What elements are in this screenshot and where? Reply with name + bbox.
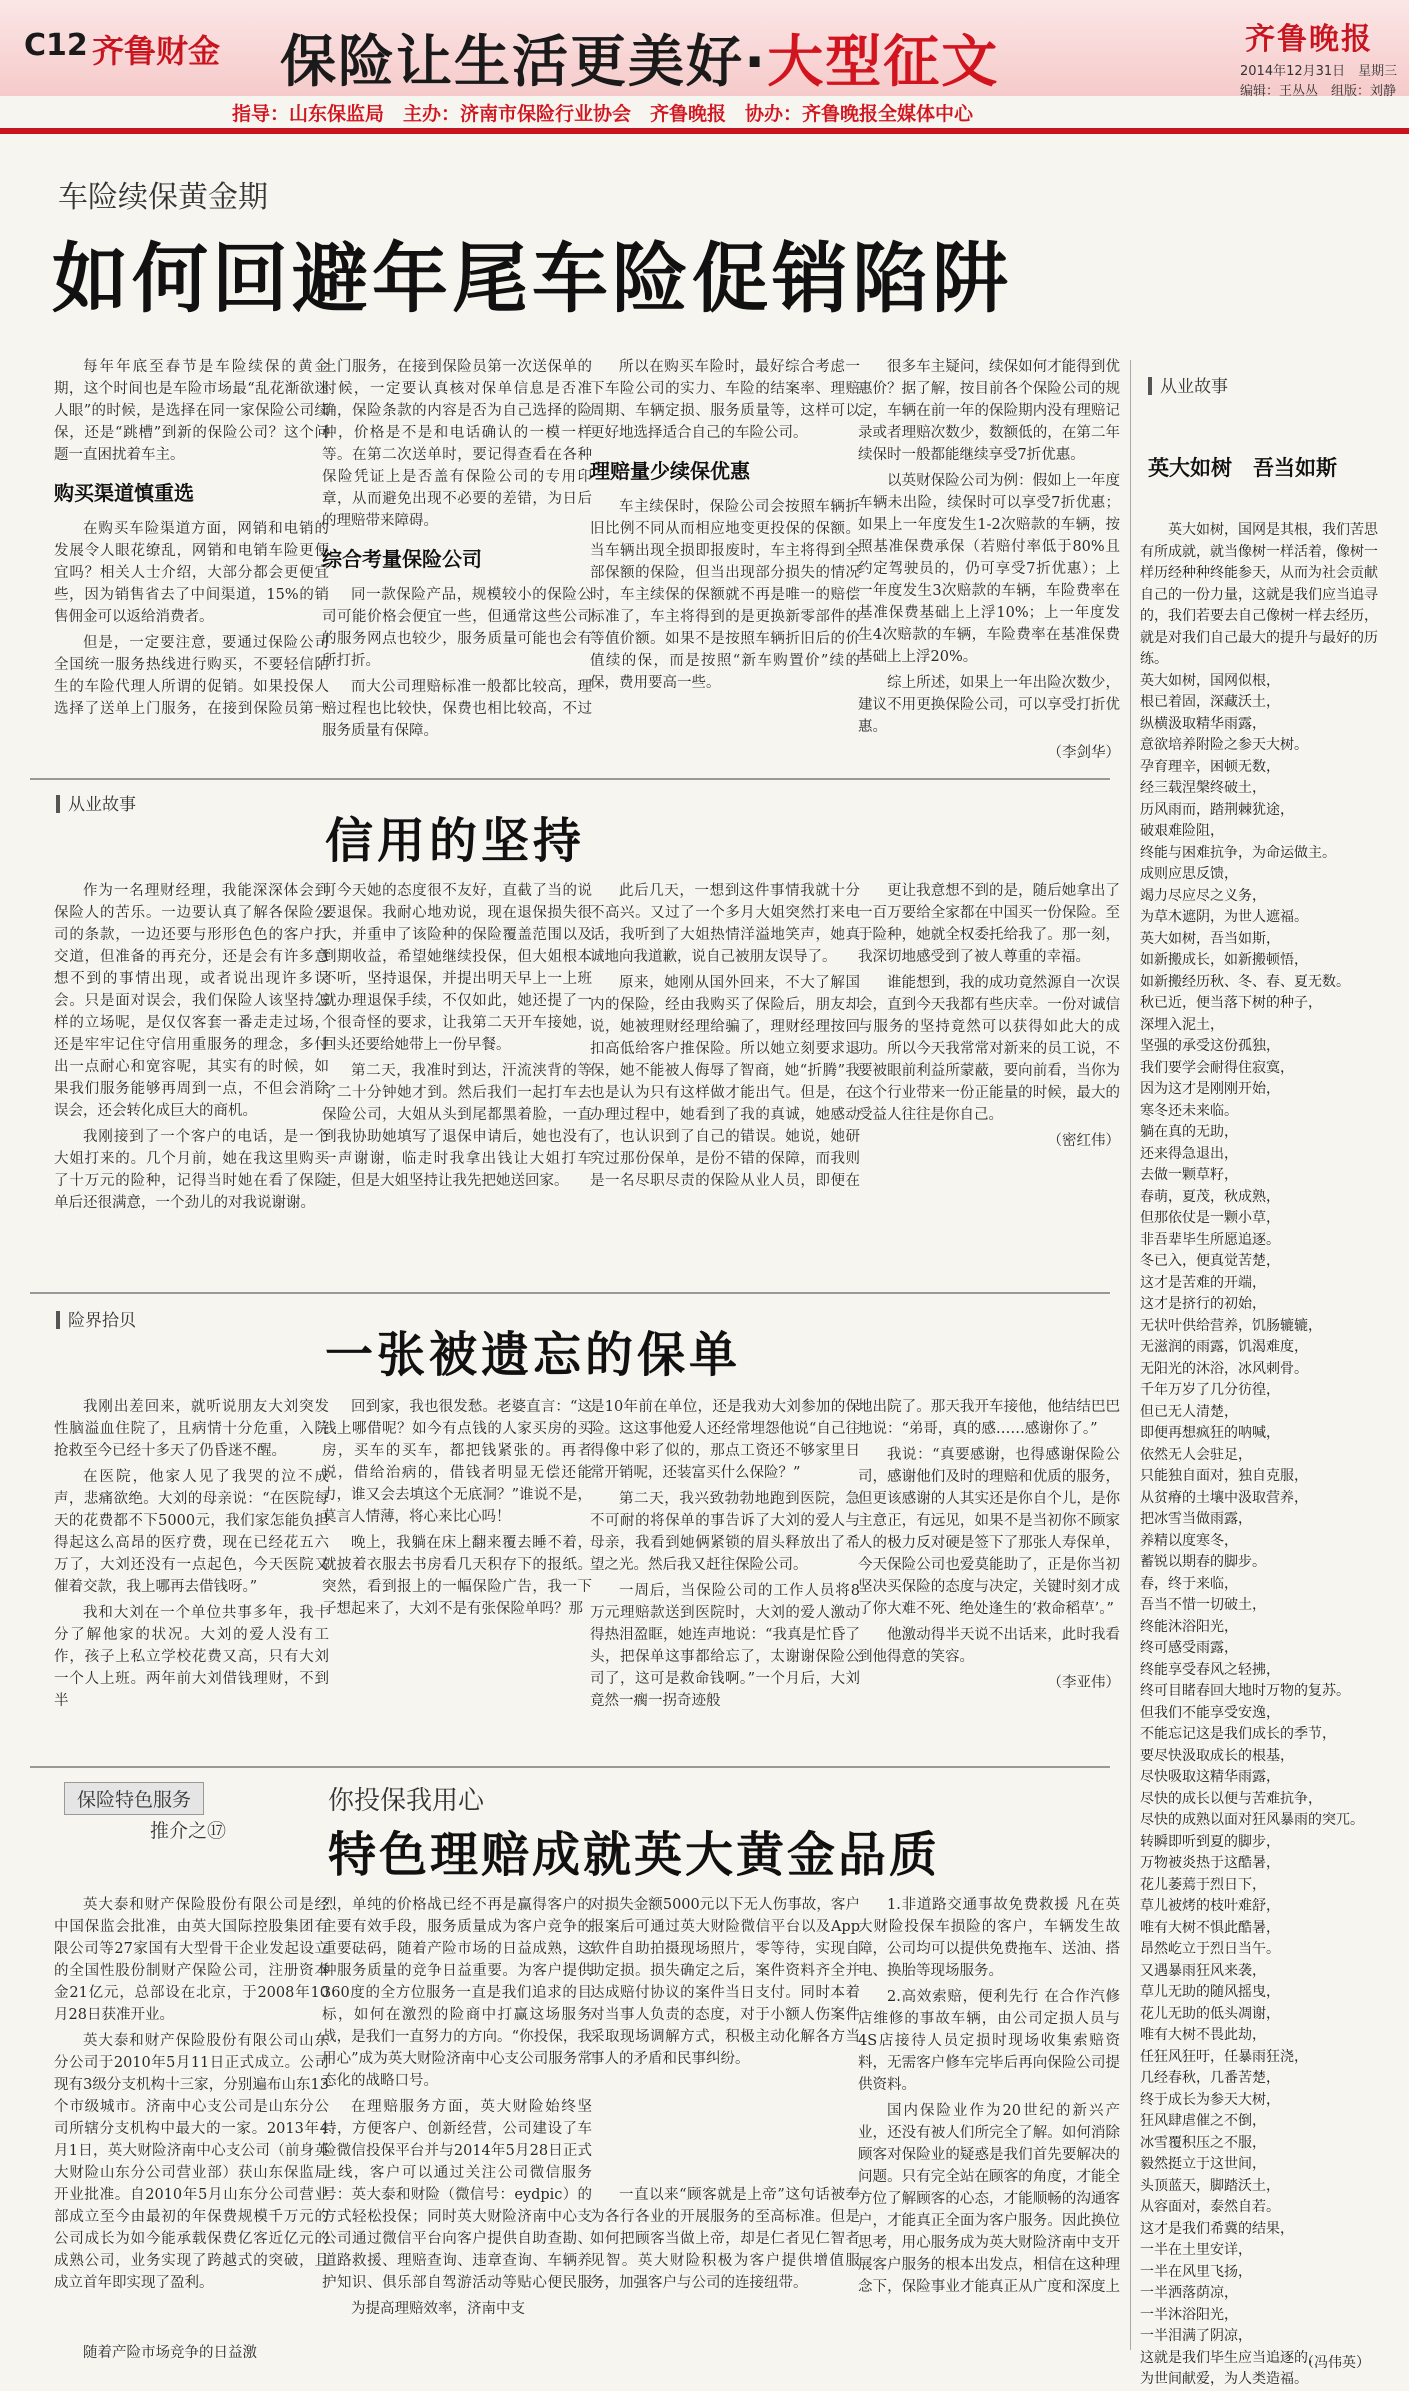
poem-line: 这才是挤行的初始，: [1140, 1296, 1266, 1312]
sponsor-line: 指导：山东保监局 主办：济南市保险行业协会 齐鲁晚报 协办：齐鲁晚报全媒体中心: [232, 103, 974, 125]
poem-line: 英大如树，国网似根，: [1140, 672, 1280, 689]
story3-col2: [322, 1396, 592, 1734]
issue-date: 2014年12月31日 星期三: [1240, 64, 1398, 79]
sidebar-title: 英大如树 吾当如斯: [1148, 456, 1337, 480]
poem-line: 一半在土里安详，: [1140, 2242, 1252, 2258]
paragraph: 英大泰和财产保险股份有限公司是经中国保监会批准，由英大国际控股集团有限公司等27家国有大型骨干企业发起设立的全国性股份制财产保险公司，注册资本金21亿元，总部设在北京，于2008年10月28日获准开业。: [54, 1897, 329, 2023]
story3-tag: 险界拾贝: [56, 1306, 136, 1331]
paragraph: 他激动得半天说不出话来，此时我看到他得意的笑容。: [858, 1627, 1120, 1665]
paragraph: 作为一名理财经理，我能深深体会到保险人的苦乐。一边要认真了解各保险公司的条款，一边还要与形形色色的客户打交道，但准备的再充分，还是会有许多意想不到的事情出现，或者说出现许多误会。只是面对误会，我们保险人该坚持怎样的立场呢，是仅仅客套一番走走过场，还是牢牢记住守信用重服务的理念，多付出一点耐心和宽容呢，其实有的时候，如果我们服务能够再周到一点，不但会消除误会，还会转化成巨大的商机。: [54, 883, 329, 1119]
poem-line: 花儿萎蔫于烈日下，: [1140, 1876, 1266, 1893]
paragraph: 谁能想到，我的成功竟然源自一次误会，直到今天我都有些庆幸。一份对诚信与服务的坚持竟然可以获得如此大的成功。所以今天我常常对新来的员工说，不要被眼前利益所蒙蔽，要向前看，当你为这个行业带来一份正能量的时候，最大的受益人往往是你自己。: [858, 975, 1120, 1123]
paragraph: 是10年前在单位，还是我劝大刘参加的保险。这这事他爱人还经常埋怨他说“自己往得像中彩了似的，那点工资还不够家里日常开销呢，还装富买什么保险？”: [590, 1399, 860, 1481]
poem-line: 从容面对，泰然自若。: [1140, 2199, 1280, 2215]
paragraph: 第二天，我准时到达，汗流浃背的等了二十分钟她才到。然后我们一起打车去保险公司，大姐从头到尾都黑着脸，一直到我协助她填写了退保申请后，她也没有一声谢谢，临走时我拿出钱让大姐打车走，但是大姐坚持让我先把她送回家。: [322, 1063, 592, 1189]
story3-title: 一张被遗忘的保单: [325, 1327, 742, 1383]
poem-line: 纵横汲取精华雨露，: [1140, 715, 1266, 732]
poem-line: 如新搬经历秋、冬、春、夏无数。: [1140, 973, 1350, 990]
banner-slogan: [280, 18, 999, 98]
paragraph: 但是，一定要注意，要通过保险公司全国统一服务热线进行购买，不要轻信陌生的车险代理人所谓的促销。如果投保人选择了送单上门服务，在接到保险员第一: [54, 635, 329, 717]
paragraph: 而大公司理赔标准一般都比较高，理赔过程也比较快，保费也相比较高，不过服务质量有保障。: [322, 679, 592, 739]
poem-line: 不能忘记这是我们成长的季节，: [1140, 1726, 1336, 1742]
poem-line: 转瞬即听到夏的脚步，: [1140, 1833, 1280, 1850]
banner-slogan-b: 大型征文: [767, 30, 1000, 95]
story3-col3: [590, 1396, 860, 1760]
divider: [30, 1766, 1110, 1768]
paragraph: 第二天，我兴致勃勃地跑到医院，急不可耐的将保单的事告诉了大刘的爱人与母亲，我看到她俩紧锁的眉头释放出了希望之光。然后我又赶往保险公司。: [590, 1491, 860, 1573]
poem-line: 唯有大树不畏此劫，: [1140, 2027, 1266, 2043]
editors: 编辑：王丛丛 组版：刘静: [1240, 84, 1397, 99]
sidebar-rule: [1130, 360, 1131, 2350]
paragraph: 同一款保险产品，规模较小的保险公司可能价格会便宜一些，但通常这些公司的服务网点也较少，服务质量可能也会有所打折。: [322, 587, 592, 669]
paragraph: 2.高效索赔，便利先行 在合作汽修店维修的事故车辆，由公司定损人员与4S店接待人员定损时现场收集索赔资料，无需客户修车完毕后再向保险公司提供资料。: [858, 1989, 1120, 2093]
poem-line: 英大如树，国网是其根，我们苦思有所成就，就当像树一样活着，像树一样历经种种终能参天，从而为社会贡献自己的一份力量，这就是我们应当追寻的，我们若要去自己像树一样去经历，就是对我们自己最大的提升与最好的历练。: [1140, 522, 1378, 667]
poem-line: 一半洒落荫凉，: [1140, 2285, 1238, 2301]
paragraph: 每年年底至春节是车险续保的黄金期，这个时间也是车险市场最“乱花渐欲迷人眼”的时候，是选择在同一家保险公司续保，还是“跳槽”到新的保险公司？这个问题一直困扰着车主。: [54, 359, 329, 463]
paragraph: 我刚接到了一个客户的电话，是一个大姐打来的。几个月前，她在我这里购买了十万元的险种，记得当时她在看了保险单后还很满意，一个劲儿的对我说谢谢。: [54, 1129, 329, 1211]
poem-line: 唯有大树不惧此酷暑，: [1140, 1919, 1280, 1936]
poem-line: 要尽快汲取成长的根基，: [1140, 1747, 1294, 1764]
poem-line: 终可感受雨露，: [1140, 1640, 1238, 1656]
poem-line: 因为这才是刚刚开始，: [1140, 1081, 1280, 1097]
poem-line: 如新搬成长，如新搬顿悟，: [1140, 952, 1308, 968]
story1-subhead-3: 理赔量少续保优惠: [590, 459, 750, 483]
paragraph: 对损失金额5000元以下无人伤事故，客户报案后可通过英大财险微信平台以及App软件自助拍摄现场照片，零等待，实现自助定损。损失确定之后，案件资料齐全并达成赔付协议的案件当日支付。同时本着对当事人负责的态度，对于小额人伤案件采取现场调解方式，积极主动化解各方当事人的矛盾和民事纠纷。: [590, 1897, 860, 2067]
poem-line: 这才是我们希冀的结果，: [1140, 2220, 1294, 2237]
poem-line: 经三载涅槃终破土，: [1140, 780, 1266, 796]
poem-line: 终能沐浴阳光，: [1140, 1618, 1238, 1635]
poem-line: 草儿被烤的枝叶难舒，: [1140, 1898, 1280, 1914]
poem-line: 狂风肆虐催之不倒，: [1140, 2113, 1266, 2129]
poem-line: 终可目睹春回大地时万物的复苏。: [1140, 1683, 1350, 1699]
poem-line: 一半在风里飞扬，: [1140, 2263, 1252, 2280]
poem-line: 从贫瘠的土壤中汲取营养，: [1140, 1489, 1308, 1506]
story1-signature: （李剑华）: [1047, 745, 1120, 761]
poem-line: 草儿无助的随风摇曳，: [1140, 1984, 1280, 2000]
poem-line: 尽快吸取这精华雨露，: [1140, 1769, 1280, 1785]
poem-line: 养精以度寒冬，: [1140, 1532, 1238, 1549]
poem-line: 为草木遮阴，为世人遮福。: [1140, 909, 1308, 925]
paragraph: 1.非道路交通事故免费救援 凡在英大财险投保车损险的客户，车辆发生故障，公司均可以提供免费拖车、送油、搭电、换胎等现场服务。: [858, 1897, 1120, 1979]
poem-line: 冬已入，便真觉苦楚，: [1140, 1253, 1280, 1269]
paragraph: 英大泰和财产保险股份有限公司山东分公司于2010年5月11日正式成立。公司现有3级分支机构十三家，分别遍布山东13个市级城市。济南中心支公司是山东分公司所辖分支机构中最大的一家。2013年4月1日，英大财险济南中心支公司（前身英大财险山东分公司营业部）获山东保监局开业批准。自2010年5月山东分公司营业部成立至今由最初的年保费规模千万元的公司成长为如今能承载保费亿客近亿元的成熟公司，业务实现了跨越式的突破，且成立首年即实现了盈利。: [54, 2033, 329, 2291]
divider: [30, 778, 1110, 780]
paragraph: 综上所述，如果上一年出险次数少，建议不用更换保险公司，可以享受打折优惠。: [858, 675, 1120, 735]
poem-line: 头顶蓝天，脚踏沃土，: [1140, 2177, 1280, 2194]
story1-kicker: 车险续保黄金期: [58, 180, 268, 215]
paragraph: 在理赔服务方面，英大财险始终坚持，方便客户、创新经营，公司建设了车险微信投保平台并与2014年5月28日正式上线，客户可以通过关注公司微信服务号：英大泰和财险（微信号：eydpic）的方式轻松投保；同时英大财险济南中心支公司通过微信平台向客户提供自助查勘、道路救援、理赔查询、违章查询、车辆养护知识、俱乐部自驾游活动等贴心便民服: [322, 2099, 592, 2291]
paragraph: 我刚出差回来，就听说朋友大刘突发性脑溢血住院了，且病情十分危重，入院抢救至今已经十多天了仍昏迷不醒。: [54, 1399, 329, 1459]
paragraph: 国内保险业作为20世纪的新兴产业，还没有被人们所完全了解。如何消除顾客对保险业的疑惑是我们首先要解决的问题。只有完全站在顾客的角度，才能全方位了解顾客的心态，才能顺畅的沟通客户，才能真正全面为客户服务。因此换位思考，用心服务成为英大财险济南中支开展客户服务的根本出发点，相信在这种理念下，保险事业才能真正从广度和深度上: [858, 2103, 1120, 2295]
story3-col4: [858, 1396, 1120, 1694]
poem-line: 一半沐浴阳光，: [1140, 2306, 1238, 2323]
poem-line: 几经春秋，几番苦楚，: [1140, 2070, 1280, 2086]
poem-line: 躺在真的无助，: [1140, 1124, 1238, 1140]
paragraph: 以英财保险公司为例：假如上一年度车辆未出险，续保时可以享受7折优惠；如果上一年度发生1-2次赔款的车辆，按照基准保费承保（若赔付率低于80%且约定驾驶员的，仍可享受7折优惠）；上一年度发生3次赔款的车辆，车险费率在基准保费基础上上浮10%；上一年度发生4次赔款的车辆，车险费率在基准保费基础上上浮20%。: [858, 473, 1120, 665]
paragraph: 一周后，当保险公司的工作人员将8万元理赔款送到医院时，大刘的爱人激动得热泪盈眶，她连声地说：“我真是忙昏了头，把保单这事都给忘了，太谢谢保险公司了，这可是救命钱啊。”一个月后，大刘竟然一瘸一拐奇迹般: [590, 1583, 860, 1709]
poem-line: 把冰雪当做雨露，: [1140, 1511, 1252, 1527]
sidebar-tag: 从业故事: [1148, 372, 1228, 397]
paragraph: 很多车主疑问，续保如何才能得到优惠价？据了解，按目前各个保险公司的规定，车辆在前一年的保险期内没有理赔记录或者理赔次数少，数额低的，在第二年续保时一般都能继续享受7折优惠。: [858, 359, 1120, 463]
paragraph: 烈，单纯的价格战已经不再是赢得客户的主要有效手段，服务质量成为客户竞争的重要砝码，随着产险市场的日益成熟，这种服务质量的竞争日益重要。为客户提供360度的全方位服务一直是我们追求的目标，如何在激烈的险商中打赢这场服务战，是我们一直努力的方向。“你投保，我用心”成为英大财险济南中心支公司服务常态化的战略口号。: [322, 1897, 592, 2089]
poem-line: 尽快的成熟以面对狂风暴雨的突兀。: [1140, 1812, 1364, 1828]
story4-tag: 保险特色服务: [64, 1782, 204, 1815]
story2-col3: [590, 880, 860, 1196]
banner-slogan-a: 保险让生活更美好: [280, 30, 744, 95]
poem-line: 深埋入泥土，: [1140, 1016, 1224, 1033]
poem-line: 冰雪覆积压之不服，: [1140, 2134, 1266, 2151]
header-rule: [0, 128, 1409, 134]
poem-line: 意欲培养附险之参天大树。: [1140, 737, 1308, 753]
poem-line: 寒冬还未来临。: [1140, 1102, 1238, 1119]
poem-line: 成则应思反馈，: [1140, 866, 1238, 882]
poem-line: 历风雨而，踏荆棘犹途，: [1140, 801, 1294, 818]
story1-subhead-2: 综合考量保险公司: [322, 547, 482, 571]
paragraph: 我和大刘在一个单位共事多年，我十分了解他家的状况。大刘的爱人没有工作，孩子上私立学校花费又高，只有大刘一个人上班。两年前大刘借钱理财，不到半: [54, 1605, 329, 1709]
poem-line: 尽快的成长以便与苦难抗争，: [1140, 1790, 1322, 1807]
poem-line: 终于成长为参天大树，: [1140, 2091, 1280, 2108]
poem-line: 但那依仗是一颗小草，: [1140, 1210, 1280, 1226]
story4-col4: [858, 1894, 1120, 2302]
poem-line: 根已着固，深藏沃土，: [1140, 694, 1280, 710]
story4-col2: [322, 1894, 592, 2324]
poem-line: 花儿无助的低头凋谢，: [1140, 2005, 1280, 2022]
paragraph: 随着产险市场竞争的日益激: [83, 2345, 257, 2361]
story1-col4: [858, 356, 1120, 764]
poem-line: 孕育理辛，困顿无数，: [1140, 758, 1280, 775]
poem-line: 任狂风狂吁，任暴雨狂浇，: [1140, 2048, 1308, 2065]
poem-line: 秋已近，便当落下树的种子，: [1140, 995, 1322, 1011]
poem-line: 毅然挺立于这世间，: [1140, 2156, 1266, 2172]
poem-line: 英大如树，吾当如斯，: [1140, 930, 1280, 947]
story4-col3: [590, 1894, 860, 2298]
banner-dot: ·: [744, 30, 768, 95]
poem-line: 非吾辈毕生所愿追逐。: [1140, 1231, 1280, 1248]
paragraph: 回到家，我也很发愁。老婆直言：“这钱上哪借呢？如今有点钱的人家买房的买房，买车的买车，都把钱紧张的。再者说，借给治病的，借钱者明显无偿还能力，谁又会去填这个无底洞？”谁说不是，莫言人情薄，将心来比心吗！: [322, 1399, 592, 1525]
story2-col2: [322, 880, 592, 1218]
story4-tag2: 推介之⑰: [150, 1820, 227, 1842]
poem-line: 这就是我们毕生应当追逐的，: [1140, 2349, 1322, 2366]
paragraph: 此后几天，一想到这件事情我就十分不高兴。又过了一个多月大姐突然打来电话，我听到了大姐热情洋溢地笑声，她真诚地向我道歉，说自己被朋友误导了。: [590, 883, 860, 965]
poem-line: 一半泪满了阴凉，: [1140, 2328, 1252, 2344]
poem-line: 我们要学会耐得住寂寞，: [1140, 1059, 1294, 1076]
poem-line: 千年万岁了几分彷徨，: [1140, 1382, 1280, 1398]
paper-logo: 齐鲁晚报: [1245, 22, 1373, 57]
poem-line: 即便再想疯狂的呐喊，: [1140, 1425, 1280, 1441]
story3-signature: （李亚伟）: [1047, 1675, 1120, 1691]
poem-line: 春，终于来临，: [1140, 1575, 1238, 1592]
poem-line: 终能与困难抗争，为命运做主。: [1140, 844, 1336, 861]
paragraph: 原来，她刚从国外回来，不大了解国内的保险，经由我购买了保险后，朋友却说，她被理财经理给骗了，理财经理按回扣高低给客户推保险。所以她立刻要求退保，她不能被人侮辱了智商，她“折腾”我也是认为只有这样做才能出气。但是，在办理过程中，她看到了我的真诚，她感动了，也认识到了自己的错误。她说，她研究过那份保单，是份不错的保障，而我则是一名尽职尽责的保险从业人员，即便在: [590, 975, 860, 1189]
paragraph: 车主续保时，保险公司会按照车辆折旧比例不同从而相应地变更投保的保额。当车辆出现全损即报废时，车主将得到全部保额的保险，但当出现部分损失的情况时，车主续保的保额就不再是唯一的赔偿标准了，车主将得到的是更换新零部件的等值价额。如果不是按照车辆折旧后的价值续的保，而是按照“新车购置价”续的保，费用要高一些。: [590, 499, 860, 691]
paragraph: 晚上，我躺在床上翻来覆去睡不着，就披着衣服去书房看几天积存下的报纸。突然，看到报上的一幅保险广告，我一下子想起来了，大刘不是有张保险单吗？那: [322, 1535, 592, 1617]
poem-line: 去做一颗草籽，: [1140, 1167, 1238, 1183]
poem-line: 这才是苦难的开端，: [1140, 1274, 1266, 1291]
poem-line: 竭力尽应尽之义务，: [1140, 887, 1266, 904]
poem-line: 春萌，夏茂，秋成熟，: [1140, 1188, 1280, 1205]
poem-line: 坚强的承受这份孤独，: [1140, 1038, 1280, 1054]
story1-subhead-1: 购买渠道慎重选: [54, 481, 194, 505]
poem-line: 又遇暴雨狂风来袭，: [1140, 1962, 1266, 1979]
poem-line: 但我们不能享受安逸，: [1140, 1704, 1280, 1721]
story1-title: 如何回避年尾车险促销陷阱: [52, 234, 1012, 323]
poem-line: 昂然屹立于烈日当午。: [1140, 1941, 1280, 1957]
poem-line: 依然无人会驻足，: [1140, 1446, 1252, 1463]
story4-kicker: 你投保我用心: [328, 1786, 485, 1816]
paragraph: 上门服务，在接到保险员第一次送保单的时候，一定要认真核对保单信息是否准确，保险条款的内容是否为自己选择的险种，价格是不是和电话确认的一模一样等。在第二次送单时，要记得查看在各种保险凭证上是否盖有保险公司的专用印章，从而避免出现不必要的差错，为日后的理赔带来障碍。: [322, 359, 592, 529]
paragraph: 为提高理赔效率，济南中支: [351, 2301, 525, 2317]
poem-line: 吾当不惜一切破土，: [1140, 1597, 1266, 1613]
poem-line: 万物被炎热于这酷暑，: [1140, 1855, 1280, 1871]
section-name: 齐鲁财金: [92, 32, 221, 70]
paragraph: 一直以来“顾客就是上帝”这句话被奉为各行各业的开展服务的至高标准。但是如何把顾客当做上帝，却是仁者见仁智者见智。英大财险积极为客户提供增值服务，加强客户与公司的连接纽带。: [590, 2187, 860, 2291]
poem-line: 无状叶供给营养，饥肠辘辘，: [1140, 1317, 1322, 1334]
story1-col2: [322, 356, 592, 746]
divider: [30, 1292, 1110, 1294]
poem-line: 为世间献爱，为人类造福。: [1140, 2371, 1308, 2387]
poem-line: 只能独自面对，独自克服，: [1140, 1468, 1308, 1484]
story4-title: 特色理赔成就英大黄金品质: [328, 1827, 941, 1883]
story2-col4: [858, 880, 1120, 1152]
poem-line: 无阳光的沐浴，冰风刺骨。: [1140, 1360, 1308, 1377]
poem-line: 终能享受春风之轻拂，: [1140, 1661, 1280, 1678]
paragraph: 可今天她的态度很不友好，直截了当的说要退保。我耐心地劝说，现在退保损失很大，并重申了该险种的保险覆盖范围以及到期收益，希望她继续投保，但大姐根本不听，坚持退保，并提出明天早上一上班就办理退保手续，不仅如此，她还提了一个很奇怪的要求，让我第二天开车接她，回头还要给她带上一份早餐。: [322, 883, 592, 1053]
paragraph: 所以在购买车险时，最好综合考虑一下车险公司的实力、车险的结案率、理赔周期、车辆定损、服务质量等，这样可以更好地选择适合自己的车险公司。: [590, 359, 860, 441]
page-number: C12: [24, 28, 88, 63]
poem-line: 蓄锐以期春的脚步。: [1140, 1554, 1266, 1570]
poem-line: 破艰难险阻，: [1140, 823, 1224, 839]
paragraph: 更让我意想不到的是，随后她拿出了一百万要给全家都在中国买一份保险。至于险种，她就全权委托给我了。那一刻，我深切地感受到了被人尊重的幸福。: [858, 883, 1120, 965]
story2-tag: 从业故事: [56, 790, 136, 815]
story1-col1: [54, 356, 329, 724]
story4-col1: [54, 1894, 329, 2368]
sidebar-signature: （冯伟英）: [1300, 2355, 1370, 2371]
poem-line: 无滋润的雨露，饥渴难度，: [1140, 1339, 1308, 1355]
story2-signature: （密红伟）: [1047, 1133, 1120, 1149]
poem-line: 但已无人清楚，: [1140, 1403, 1238, 1420]
story2-col1: [54, 880, 329, 1218]
paragraph: 地出院了。那天我开车接他，他结结巴巴地说：“弟哥，真的感……感谢你了。”: [858, 1399, 1120, 1437]
story2-title: 信用的坚持: [325, 813, 586, 869]
story1-col3: [590, 356, 860, 698]
paragraph: 在医院，他家人见了我哭的泣不成声，悲痛欲绝。大刘的母亲说：“在医院每天的花费都不下5000元，我们家怎能负担得起这么高昂的医疗费，现在已经花五六万了，大刘还没有一点起色，今天医院又催着交款，我上哪再去借钱呀。”: [54, 1469, 329, 1595]
paragraph: 我说：“真要感谢，也得感谢保险公司，感谢他们及时的理赔和优质的服务，但更该感谢的人其实还是你自个儿，是你主意正，有远见，如果不是当初你不顾家人的极力反对硬是签下了那张人寿保单，今天保险公司也爱莫能助了，正是你当初坚决买保险的态度与决定，关键时刻才成了你大难不死、绝处逢生的‘救命稻草’。”: [858, 1447, 1120, 1617]
sidebar-poem: [1140, 520, 1380, 2391]
story3-col1: [54, 1396, 329, 1738]
poem-line: 还来得急退出，: [1140, 1145, 1238, 1162]
paragraph: 在购买车险渠道方面，网销和电销的发展令人眼花缭乱，网销和电销车险更便宜吗？相关人士介绍，大部分都会更便宜些，因为销售省去了中间渠道，15%的销售佣金可以返给消费者。: [54, 521, 329, 625]
